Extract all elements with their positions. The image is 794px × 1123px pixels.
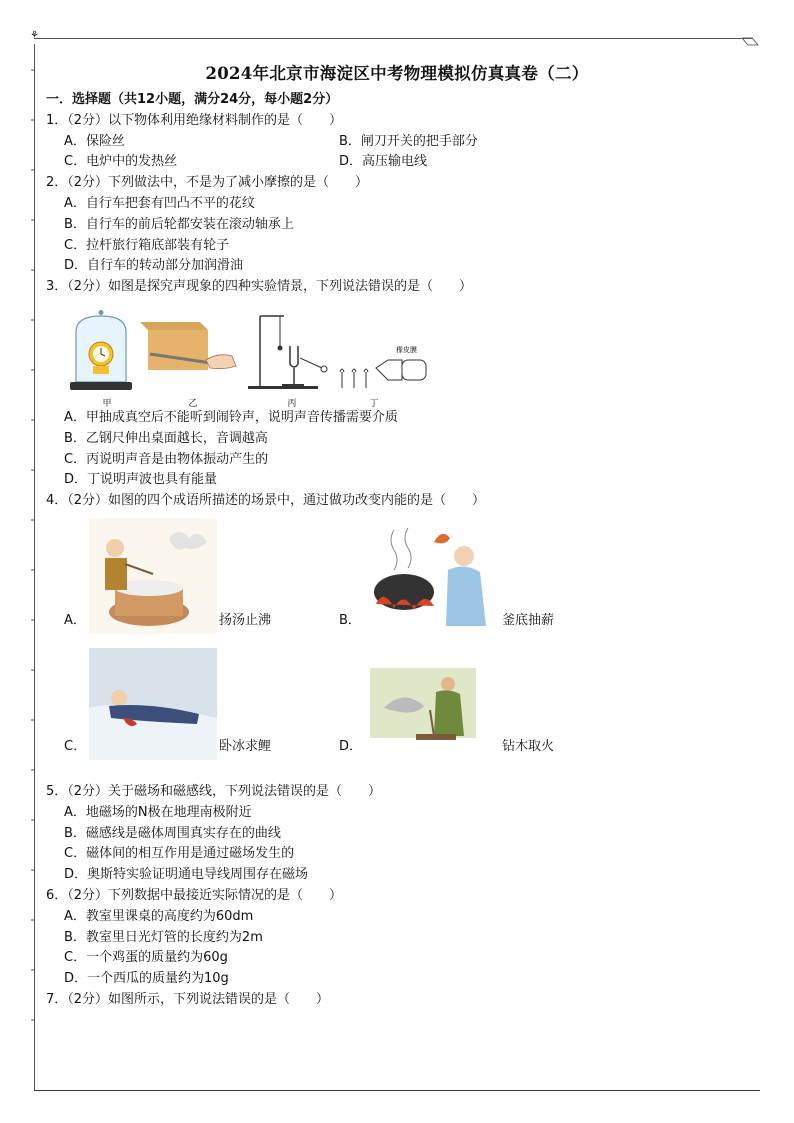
q2-option-a[interactable]: A．自行车把套有凹凸不平的花纹 [64, 195, 255, 211]
q4-option-d[interactable] [339, 648, 554, 760]
wo-bing-qiu-li-image [89, 648, 217, 760]
fu-di-chou-xin-image [364, 518, 500, 634]
question-2-stem: 2．（2分）下列做法中，不是为了减小摩擦的是（ ） [46, 175, 369, 191]
ruler-desk-figure [140, 310, 240, 394]
q4-option-a[interactable] [64, 518, 271, 634]
q4-option-d-label: D． [339, 739, 363, 755]
q3-option-a[interactable]: A．甲抽成真空后不能听到闹铃声，说明声音传播需要介质 [64, 409, 398, 425]
q4-option-b-label: B． [339, 613, 361, 629]
q4-option-a-caption: 扬汤止沸 [219, 613, 272, 629]
section-heading: 一．选择题（共12小题，满分24分，每小题2分） [46, 92, 339, 107]
margin-ticks [28, 60, 36, 1080]
q3-figure [46, 302, 766, 394]
candle-membrane-figure [336, 310, 446, 394]
q6-option-a[interactable]: A．教室里课桌的高度约为60dm [64, 908, 254, 924]
page-title: 2024年北京市海淀区中考物理模拟仿真真卷（二） [205, 64, 589, 83]
q4-option-a-label: A． [64, 613, 86, 629]
corner-mark-icon: ⚘ [30, 30, 39, 41]
question-1-stem: 1．（2分）以下物体利用绝缘材料制作的是（ ） [46, 112, 343, 128]
q4-option-c-label: C． [64, 739, 87, 755]
exam-content [46, 90, 766, 1011]
q4-option-c[interactable] [64, 648, 271, 760]
q4-option-b[interactable] [339, 518, 554, 634]
question-6-stem: 6．（2分）下列数据中最接近实际情况的是（ ） [46, 887, 343, 903]
question-1-options-row1 [46, 132, 766, 153]
q1-option-a[interactable]: A．保险丝 [64, 133, 125, 149]
q1-option-d[interactable]: D．高压输电线 [339, 154, 428, 170]
membrane-label: 橡皮膜 [396, 345, 417, 354]
page-corner-icon [742, 36, 760, 46]
q2-option-c[interactable]: C．拉杆旅行箱底部装有轮子 [64, 237, 230, 253]
q3-figure-labels [46, 394, 766, 408]
fig-label-yi: 乙 [188, 398, 198, 409]
q3-option-c[interactable]: C．丙说明声音是由物体振动产生的 [64, 451, 269, 467]
q1-option-c[interactable]: C．电炉中的发热丝 [64, 154, 178, 170]
page-frame-top [34, 38, 752, 39]
yang-tang-zhi-fei-image [89, 518, 217, 634]
fig-label-ding: 丁 [369, 398, 379, 409]
q6-option-c[interactable]: C．一个鸡蛋的质量约为60g [64, 950, 228, 966]
bell-jar-figure [68, 310, 134, 394]
fig-label-jia: 甲 [102, 398, 112, 409]
q5-option-a[interactable]: A．地磁场的N极在地理南极附近 [64, 804, 252, 820]
q5-option-c[interactable]: C．磁体间的相互作用是通过磁场发生的 [64, 846, 295, 862]
q6-option-b[interactable]: B．教室里日光灯管的长度约为2m [64, 929, 263, 945]
q2-option-d[interactable]: D．自行车的转动部分加润滑油 [64, 258, 244, 274]
q5-option-d[interactable]: D．奥斯特实验证明通电导线周围存在磁场 [64, 867, 309, 883]
q1-option-b[interactable]: B．闸刀开关的把手部分 [339, 133, 478, 149]
q4-option-c-caption: 卧冰求鲤 [219, 739, 272, 755]
q5-option-b[interactable]: B．磁感线是磁体周围真实存在的曲线 [64, 825, 281, 841]
question-7-stem: 7．（2分）如图所示，下列说法错误的是（ ） [46, 991, 330, 1007]
tuning-fork-figure [246, 310, 330, 394]
zuan-mu-qu-huo-image [364, 648, 500, 760]
page-frame-bottom [34, 1090, 760, 1091]
q2-option-b[interactable]: B．自行车的前后轮都安装在滚动轴承上 [64, 216, 294, 232]
question-4-stem: 4．（2分）如图的四个成语所描述的场景中，通过做功改变内能的是（ ） [46, 493, 486, 509]
q3-option-b[interactable]: B．乙钢尺伸出桌面越长，音调越高 [64, 430, 268, 446]
q4-figure-grid [46, 512, 766, 782]
question-5-stem: 5．（2分）关于磁场和磁感线，下列说法错误的是（ ） [46, 783, 382, 799]
question-3-stem: 3．（2分）如图是探究声现象的四种实验情景，下列说法错误的是（ ） [46, 279, 473, 295]
fig-label-bing: 丙 [287, 398, 297, 409]
q6-option-d[interactable]: D．一个西瓜的质量约为10g [64, 971, 229, 987]
question-1-options-row2 [46, 152, 766, 173]
q4-option-d-caption: 钻木取火 [502, 739, 555, 755]
q3-option-d[interactable]: D．丁说明声波也具有能量 [64, 472, 218, 488]
q4-option-b-caption: 釜底抽薪 [502, 613, 555, 629]
